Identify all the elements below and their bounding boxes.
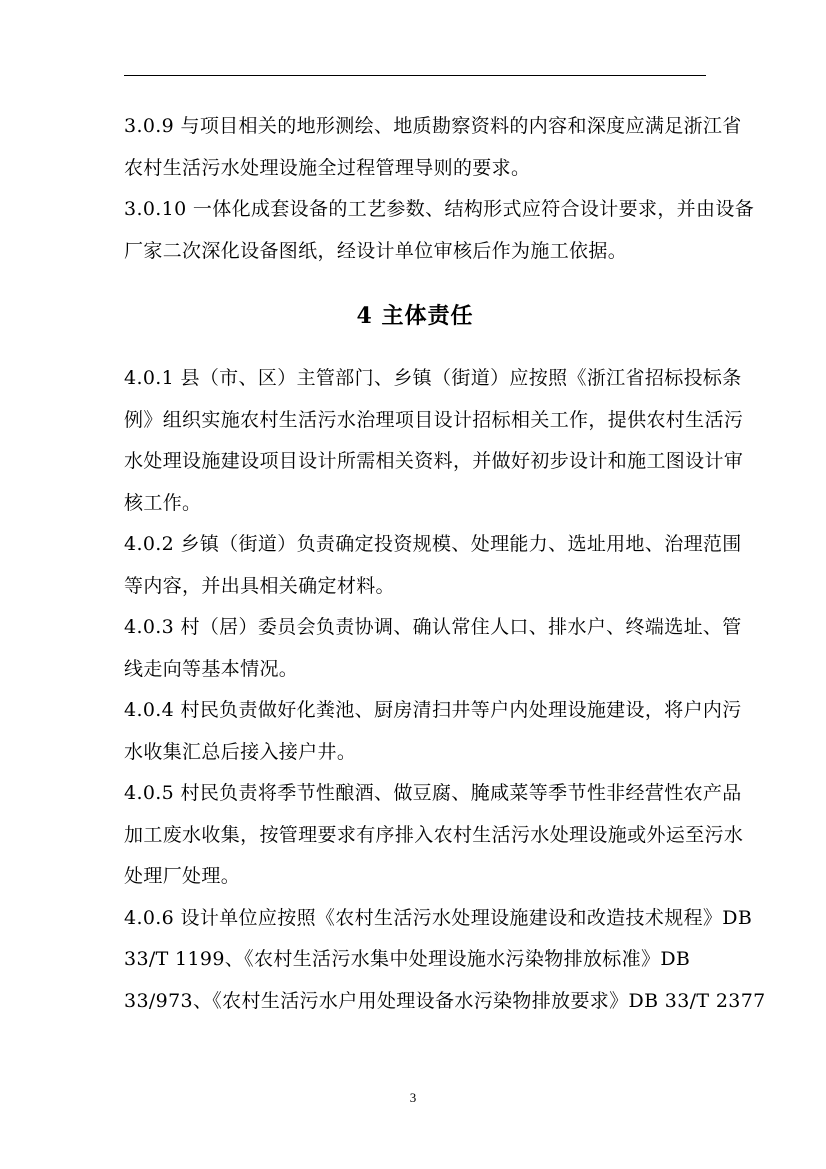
text-line: 33/T 1199、《农村生活污水集中处理设施水污染物排放标准》DB bbox=[124, 948, 691, 970]
text-line: 例》组织实施农村生活污水治理项目设计招标相关工作，提供农村生活污 bbox=[124, 408, 744, 431]
paragraph-3-0-9 bbox=[124, 106, 742, 189]
text-line: 4.0.2 乡镇（街道）负责确定投资规模、处理能力、选址用地、治理范围 bbox=[124, 533, 742, 555]
page-content bbox=[124, 106, 766, 1022]
paragraph-3-0-10 bbox=[124, 189, 755, 272]
paragraph-4-0-5 bbox=[124, 773, 744, 898]
text-line: 4.0.5 村民负责将季节性酿酒、做豆腐、腌咸菜等季节性非经营性农产品 bbox=[124, 782, 742, 804]
text-line: 等内容，并出具相关确定材料。 bbox=[124, 574, 395, 597]
text-line: 4.0.1 县（市、区）主管部门、乡镇（街道）应按照《浙江省招标投标条 bbox=[124, 367, 742, 389]
text-line: 处理厂处理。 bbox=[124, 865, 241, 887]
text-line: 加工废水收集，按管理要求有序排入农村生活污水处理设施或外运至污水 bbox=[124, 823, 744, 846]
paragraph-4-0-2 bbox=[124, 524, 742, 607]
text-line: 33/973、《农村生活污水户用处理设备水污染物排放要求》DB 33/T 2377 bbox=[124, 989, 766, 1012]
text-line: 3.0.9 与项目相关的地形测绘、地质勘察资料的内容和深度应满足浙江省 bbox=[124, 115, 742, 137]
text-line: 线走向等基本情况。 bbox=[124, 657, 299, 680]
paragraph-4-0-6 bbox=[124, 898, 766, 1023]
text-line: 水收集汇总后接入接户井。 bbox=[124, 740, 357, 763]
paragraph-4-0-3 bbox=[124, 607, 742, 690]
section-heading: 4 主体责任 bbox=[356, 303, 474, 329]
text-line: 水处理设施建设项目设计所需相关资料，并做好初步设计和施工图设计审 bbox=[124, 450, 744, 472]
page-number: 3 bbox=[409, 1090, 417, 1105]
text-line: 3.0.10 一体化成套设备的工艺参数、结构形式应符合设计要求，并由设备 bbox=[124, 198, 755, 220]
text-line: 4.0.4 村民负责做好化粪池、厨房清扫井等户内处理设施建设，将户内污 bbox=[124, 699, 742, 721]
text-line: 厂家二次深化设备图纸，经设计单位审核后作为施工依据。 bbox=[124, 239, 628, 262]
text-line: 核工作。 bbox=[124, 491, 202, 514]
paragraph-4-0-4 bbox=[124, 690, 742, 773]
paragraph-4-0-1 bbox=[124, 358, 744, 524]
text-line: 4.0.6 设计单位应按照《农村生活污水处理设施建设和改造技术规程》DB bbox=[124, 906, 753, 929]
header-rule bbox=[124, 75, 706, 76]
text-line: 4.0.3 村（居）委员会负责协调、确认常住人口、排水户、终端选址、管 bbox=[124, 616, 742, 638]
text-line: 农村生活污水处理设施全过程管理导则的要求。 bbox=[124, 156, 531, 179]
